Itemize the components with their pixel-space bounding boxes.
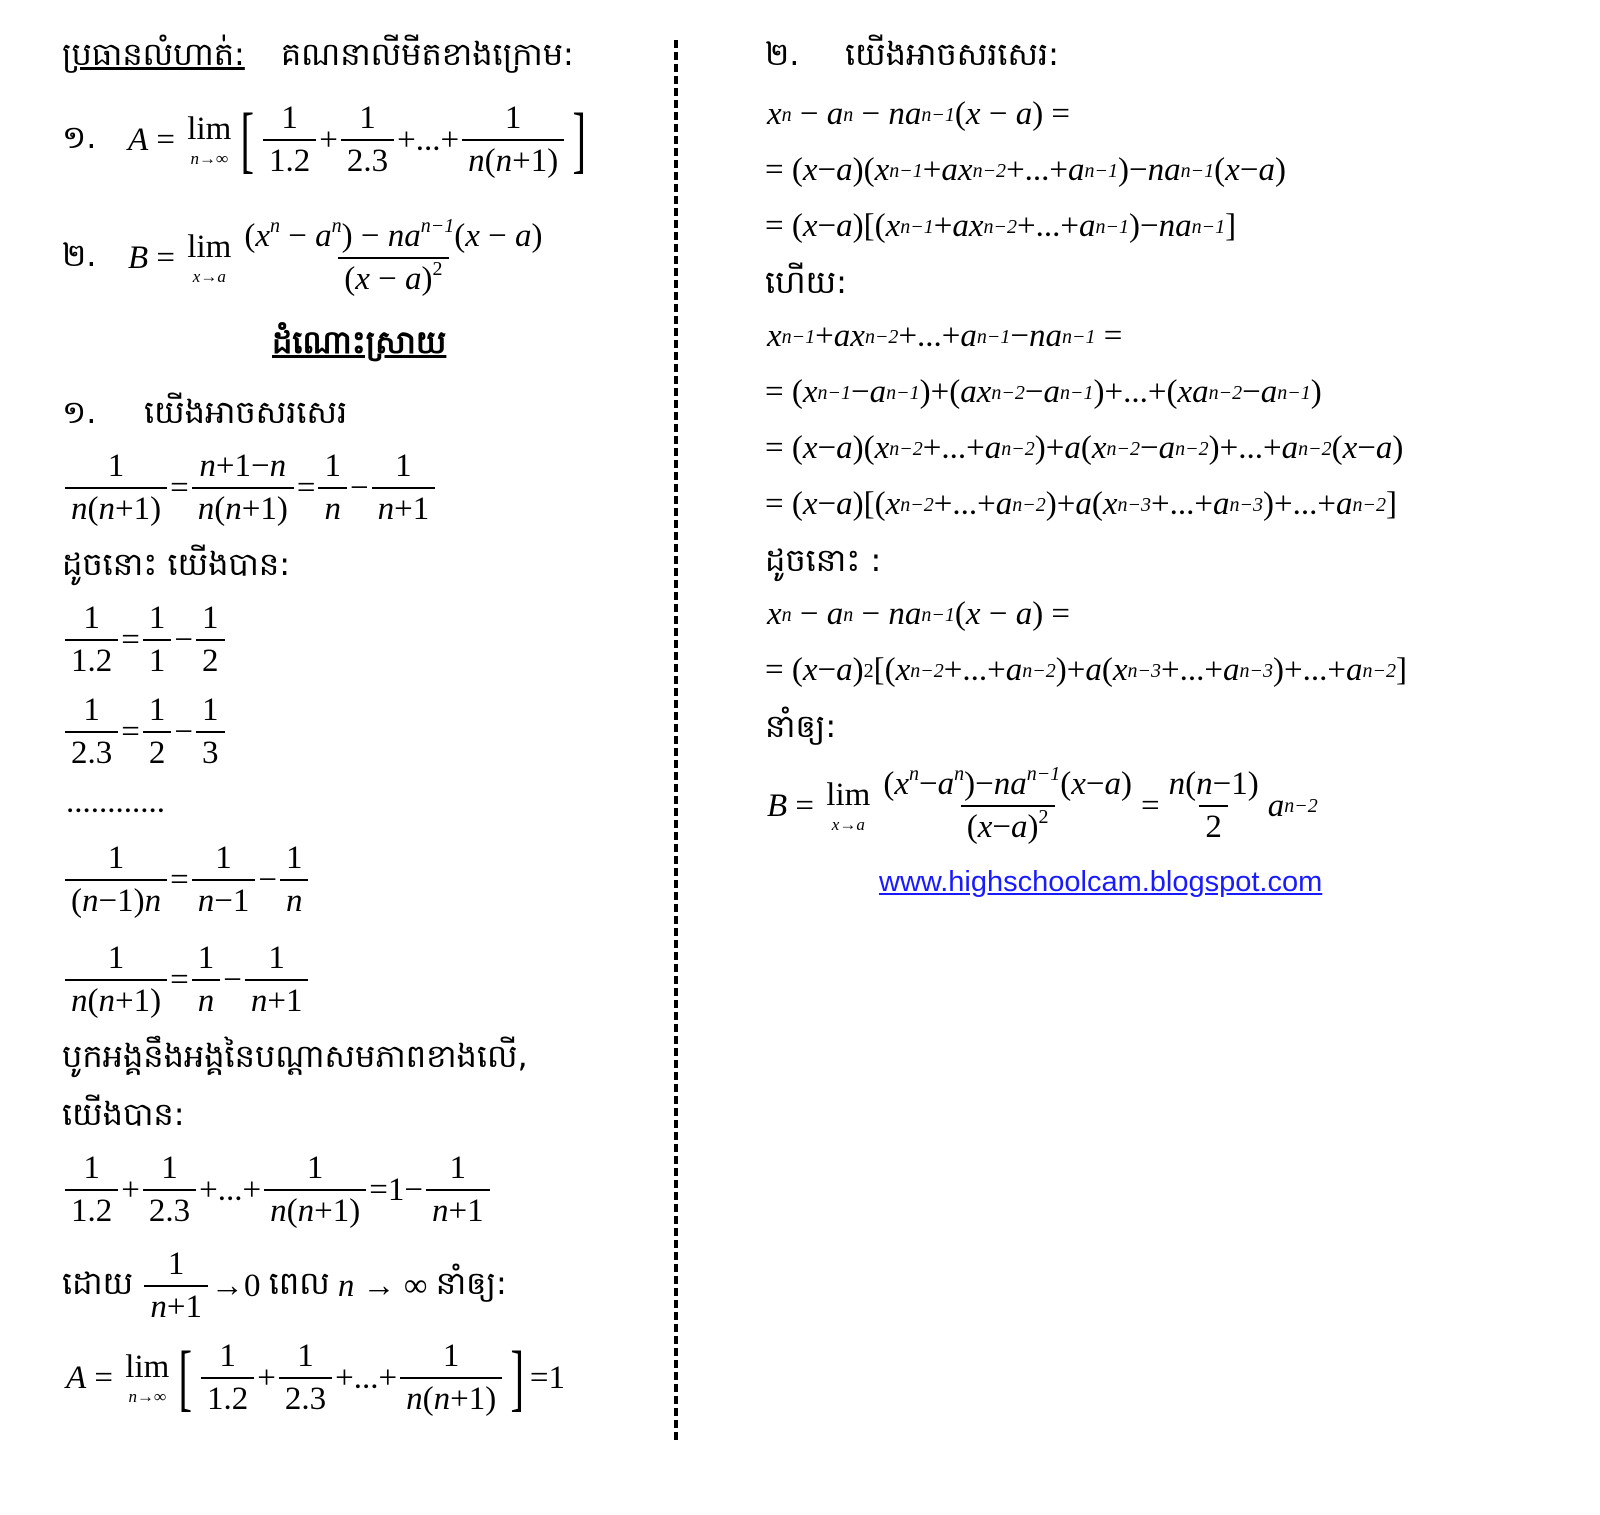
therefore-text: ដូចនោះ យើងបាន: <box>62 545 290 583</box>
eq-r4: x n−1 + ax n−2 +...+ a n−1 − na n−1 = <box>767 318 1123 354</box>
telescoping-identity: $\frac{1}{n(n+1)}$ = $\frac{n+1-n}{n(n+1)}$ = $\frac{1}{n}$ − $\frac{1}{n+1}$ <box>62 448 438 528</box>
problem-label: ប្រធានលំហាត់: <box>62 35 245 73</box>
blog-link[interactable]: www.highschoolcam.blogspot.com <box>879 866 1323 898</box>
term-n-minus-1: $\frac{1}{(n-1)n}$ = $\frac{1}{n-1}$ − $\frac{1}{n}$ <box>62 840 311 920</box>
eq-r5: = ( x n−1 − a n−1 )+( ax n−2 − a n−1 )+...+( xa n−2 − a n−1 ) <box>765 374 1322 410</box>
problem-1: ១. A = lim n→∞ [ $\frac{1}{1.2}$ + $\frac{1}{2.3}$ +...+ $\frac{1}{n(n+1)}$ ] <box>62 99 587 181</box>
solution-2-number: ២. <box>765 35 800 73</box>
blog-link-row <box>879 866 1322 899</box>
eq-r9: = ( x − a ) 2 [( x n−2 +...+ a n−2 )+ a ( x n−3 +...+ a n−3 )+...+ a n−2 ] <box>765 652 1407 688</box>
sum-result: $\frac{1}{1.2}$ + $\frac{1}{2.3}$ +...+ $\frac{1}{n(n+1)}$ =1− $\frac{1}{n+1}$ <box>62 1150 493 1230</box>
answer-b: B = lim x→a $\frac{(x^n-a^n)-na^{n-1}(x-a)}{(x-a)^2}$ = $\frac{n(n-1)}{2}$ a n−2 <box>767 763 1318 845</box>
answer-a: A = lim n→∞ [ $\frac{1}{1.2}$ + $\frac{1}{2.3}$ +...+ $\frac{1}{n(n+1)}$ ] =1 <box>66 1337 565 1419</box>
limit-operator: lim x→a <box>826 777 871 834</box>
column-divider <box>674 40 678 1440</box>
solution-title-text: ដំណោះស្រាយ <box>272 323 447 361</box>
limit-operator: lim x→a <box>187 229 232 286</box>
and-text: ហើយ: <box>765 263 847 301</box>
problem-2: ២. B = lim x→a $\frac{(x^n - a^n) - na^{n-1}(x - a)}{(x - a)^2}$ <box>62 215 543 297</box>
term-2: $\frac{1}{2.3}$ = $\frac{1}{2}$ − $\frac{1}{3}$ <box>62 692 228 772</box>
eq-r7: = ( x − a )[( x n−2 +...+ a n−2 )+ a ( x n−3 +...+ a n−3 )+...+ a n−2 ] <box>765 486 1397 522</box>
eq-r8: x n − a n − na n−1 ( x − a ) = <box>767 596 1071 632</box>
we-get-text: យើងបាន: <box>62 1095 185 1133</box>
hence-text: នាំឲ្យ: <box>435 1263 507 1302</box>
since-text: ដោយ <box>62 1263 134 1302</box>
solution-title <box>272 322 446 369</box>
eq-r6: = ( x − a )( x n−2 +...+ a n−2 )+ a ( x n−2 − a n−2 )+...+ a n−2 ( x − a ) <box>765 430 1404 466</box>
solution-1-intro-text: យើងអាចសរសេរ <box>144 393 348 431</box>
limit-operator: lim n→∞ <box>187 111 232 168</box>
when-text: ពេល <box>268 1263 330 1302</box>
summing-text: បូកអង្គនឹងអង្គនៃបណ្ដាសមភាពខាងលើ, <box>62 1037 528 1075</box>
limit-operator: lim n→∞ <box>125 1349 170 1406</box>
solution-2-intro-text: យើងអាចសរសេរ: <box>845 35 1059 73</box>
therefore-right-text: ដូចនោះ : <box>765 541 882 579</box>
solution-1-intro <box>62 392 347 439</box>
hence-right-text: នាំឲ្យ: <box>765 707 837 745</box>
eq-r2: = ( x − a )( x n−1 + ax n−2 +...+ a n−1 )− na n−1 ( x − a ) <box>765 152 1286 188</box>
eq-r1: x n − a n − na n−1 ( x − a ) = <box>767 96 1071 132</box>
problem-2-number: ២. <box>62 235 97 274</box>
solution-2-intro <box>765 34 1059 81</box>
problem-1-number: ១. <box>62 117 97 156</box>
problem-text: គណនាលីមីតខាងក្រោម: <box>280 35 574 73</box>
since-line: ដោយ $\frac{1}{n+1}$ →0 ពេល n → ∞ នាំឲ្យ: <box>62 1246 507 1325</box>
eq-r3: = ( x − a )[( x n−1 + ax n−2 +...+ a n−1 )− na n−1 ] <box>765 208 1237 244</box>
solution-1-number: ១. <box>62 393 97 431</box>
problem-heading <box>62 34 574 81</box>
term-1: $\frac{1}{1.2}$ = $\frac{1}{1}$ − $\frac{1}{2}$ <box>62 600 228 680</box>
ellipsis: ............ <box>66 784 165 820</box>
term-n: $\frac{1}{n(n+1)}$ = $\frac{1}{n}$ − $\frac{1}{n+1}$ <box>62 940 311 1020</box>
